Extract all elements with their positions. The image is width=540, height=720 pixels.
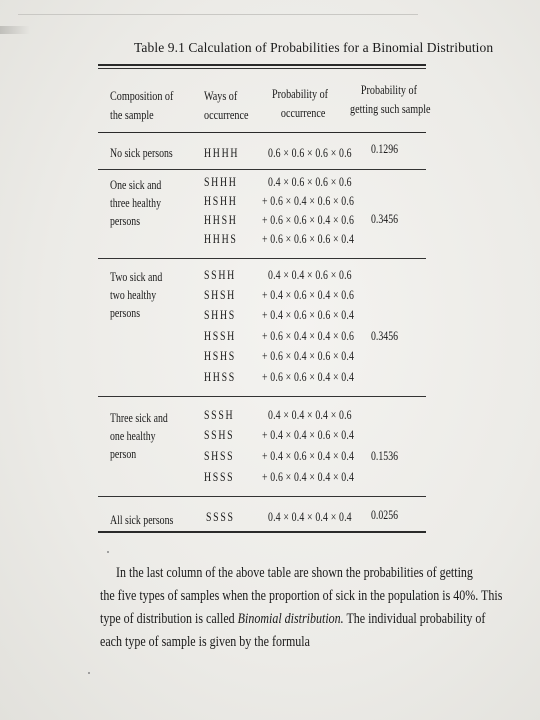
group-label-line: persons (110, 306, 141, 320)
ways-cell: SSHS (204, 428, 235, 442)
group-divider (98, 496, 426, 497)
probability-cell: + 0.4 × 0.6 × 0.4 × 0.6 (262, 288, 355, 302)
header-getting (350, 80, 431, 118)
header-probability-line1: Probability of (272, 86, 329, 101)
group-label-line: person (110, 447, 137, 461)
table-bottom-rule (98, 531, 426, 533)
ways-cell: SHHS (204, 308, 236, 322)
ways-cell: HHSH (204, 213, 238, 227)
table-top-rule (98, 64, 426, 66)
ways-cell: SSHH (204, 268, 236, 282)
group-label-line: One sick and (110, 178, 162, 192)
group-total: 0.1536 (371, 449, 399, 463)
group-total: 0.3456 (371, 329, 399, 343)
paragraph-text: type of distribution is called (100, 611, 238, 627)
probability-cell: 0.4 × 0.6 × 0.6 × 0.6 (268, 175, 352, 189)
ways-cell: HSSH (204, 329, 236, 343)
header-ways (204, 86, 248, 124)
group-label-line: Two sick and (110, 270, 163, 284)
paragraph-line: In the last column of the above table are shown the probabilities of getting (116, 565, 473, 581)
table-top-rule-2 (98, 68, 426, 69)
ways-cell: HHSS (204, 370, 236, 384)
header-composition-line1: Composition of (110, 88, 174, 103)
probability-cell: + 0.6 × 0.6 × 0.4 × 0.4 (262, 370, 355, 384)
group-label-line: one healthy (110, 429, 156, 443)
group-label (110, 268, 162, 322)
probability-cell: + 0.4 × 0.6 × 0.4 × 0.4 (262, 449, 355, 463)
group-label-line: All sick persons (110, 513, 174, 527)
probability-cell: 0.4 × 0.4 × 0.4 × 0.6 (268, 408, 352, 422)
probability-cell: 0.6 × 0.6 × 0.6 × 0.6 (268, 146, 352, 160)
paragraph-line: the five types of samples when the proportion of sick in the population is 40%. This (100, 588, 503, 604)
probability-cell: + 0.6 × 0.6 × 0.6 × 0.4 (262, 232, 355, 246)
paragraph-text: The individual probability of (343, 611, 486, 627)
group-total: 0.0256 (371, 508, 399, 522)
ways-cell: HHHH (204, 146, 240, 160)
table-title: Table 9.1 Calculation of Probabilities for a Binomial Distribution (134, 40, 494, 55)
header-ways-line2: occurrence (204, 107, 249, 122)
header-composition (110, 86, 173, 124)
header-bottom-rule (98, 132, 426, 133)
group-label (110, 144, 173, 162)
ways-cell: HSSS (204, 470, 235, 484)
scan-speck (107, 551, 109, 553)
ways-cell: SHHH (204, 175, 238, 189)
ways-cell: HSHH (204, 194, 238, 208)
header-probability (272, 84, 328, 122)
probability-cell: + 0.4 × 0.6 × 0.6 × 0.4 (262, 308, 355, 322)
probability-cell: 0.4 × 0.4 × 0.4 × 0.4 (268, 510, 352, 524)
header-ways-line1: Ways of (204, 88, 238, 103)
ways-cell: SSSS (206, 510, 235, 524)
probability-cell: + 0.6 × 0.6 × 0.4 × 0.6 (262, 213, 355, 227)
paragraph-line (100, 608, 486, 631)
group-divider (98, 396, 426, 397)
group-label (110, 176, 161, 230)
group-label (110, 409, 168, 463)
probability-cell: + 0.6 × 0.4 × 0.6 × 0.4 (262, 349, 355, 363)
group-total: 0.3456 (371, 212, 399, 226)
scan-speck (88, 672, 90, 674)
body-paragraph (100, 562, 503, 654)
probability-cell: + 0.6 × 0.4 × 0.4 × 0.6 (262, 329, 355, 343)
ways-cell: SHSS (204, 449, 235, 463)
group-label (110, 511, 173, 529)
group-label-line: three healthy (110, 196, 162, 210)
ways-cell: SSSH (204, 408, 235, 422)
group-divider (98, 258, 426, 259)
probability-cell: + 0.6 × 0.4 × 0.6 × 0.6 (262, 194, 355, 208)
header-getting-line2: getting such sample (350, 101, 431, 116)
probability-cell: + 0.4 × 0.4 × 0.6 × 0.4 (262, 428, 355, 442)
header-probability-line2: occurrence (280, 105, 326, 120)
ways-cell: HSHS (204, 349, 236, 363)
group-label-line: two healthy (110, 288, 157, 302)
group-divider (98, 169, 426, 170)
group-total: 0.1296 (371, 142, 399, 156)
group-label-line: Three sick and (110, 411, 168, 425)
paragraph-line: each type of sample is given by the formula (100, 634, 310, 650)
header-getting-line1: Probability of (360, 82, 417, 97)
scan-shadow (0, 26, 30, 34)
paragraph-term: Binomial distribution. (237, 611, 344, 627)
header-composition-line2: the sample (110, 107, 154, 122)
ways-cell: SHSH (204, 288, 236, 302)
group-label-line: No sick persons (110, 146, 173, 160)
probability-cell: + 0.6 × 0.4 × 0.4 × 0.4 (262, 470, 355, 484)
probability-cell: 0.4 × 0.4 × 0.6 × 0.6 (268, 268, 352, 282)
scan-edge (18, 0, 418, 15)
group-label-line: persons (110, 214, 141, 228)
ways-cell: HHHS (204, 232, 238, 246)
